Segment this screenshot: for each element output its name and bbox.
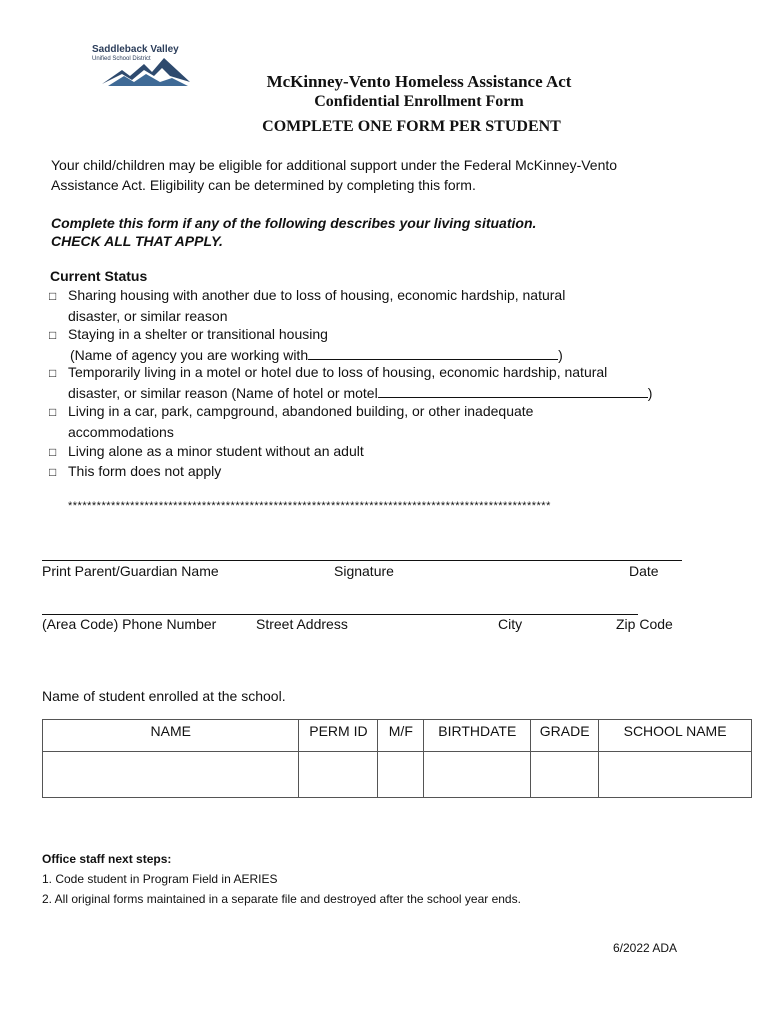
option-text-cont: disaster, or similar reason (68, 307, 228, 324)
status-option-alone[interactable] (49, 442, 689, 463)
status-option-shelter[interactable] (49, 325, 689, 365)
col-gender-header: M/F (378, 720, 424, 752)
table-header-row (43, 720, 752, 752)
checkbox-icon[interactable]: □ (49, 465, 57, 479)
logo-district-name: Saddleback Valley (92, 44, 179, 55)
col-birthdate-header: BIRTHDATE (424, 720, 531, 752)
status-option-not-apply[interactable] (49, 462, 689, 483)
form-instruction-heading: COMPLETE ONE FORM PER STUDENT (262, 118, 561, 135)
col-school-header: SCHOOL NAME (599, 720, 752, 752)
col-perm-id-header: PERM ID (299, 720, 378, 752)
option-text-cont: accommodations (68, 423, 174, 440)
checkbox-icon[interactable]: □ (49, 445, 57, 459)
table-row (43, 752, 752, 798)
date-label: Date (629, 563, 659, 579)
intro-paragraph: Your child/children may be eligible for additional support under the Federal McKinney-Vento Assistance Act. Eligibility can be determined by completing this form. (51, 157, 618, 193)
option-text: Living alone as a minor student without an adult (68, 443, 364, 459)
student-section-label: Name of student enrolled at the school. (42, 688, 286, 704)
motel-name-field[interactable] (378, 385, 648, 398)
option-text-cont (49, 384, 689, 404)
close-paren: ) (647, 384, 653, 401)
agency-name-field[interactable] (308, 347, 558, 360)
col-name-header: NAME (43, 720, 299, 752)
signature-label: Signature (334, 563, 394, 579)
option-text: This form does not apply (68, 463, 222, 479)
city-label: City (498, 616, 523, 632)
street-label: Street Address (256, 616, 348, 632)
student-name-cell[interactable] (43, 752, 299, 798)
revision-date: 6/2022 ADA (613, 941, 678, 955)
office-steps-heading: Office staff next steps: (42, 852, 172, 866)
instructions-line-1: Complete this form if any of the following describes your living situation. (51, 215, 537, 231)
agency-prompt: (Name of agency you are working with (70, 346, 309, 363)
birthdate-cell[interactable] (424, 752, 531, 798)
checkbox-icon[interactable]: □ (49, 366, 57, 380)
perm-id-cell[interactable] (299, 752, 378, 798)
option-text: Sharing housing with another due to loss of housing, economic hardship, natural (68, 287, 566, 303)
col-grade-header: GRADE (531, 720, 599, 752)
option-text: Staying in a shelter or transitional housing (68, 326, 328, 342)
student-table (42, 719, 752, 798)
current-status-heading: Current Status (50, 268, 148, 284)
instructions-line-2: CHECK ALL THAT APPLY. (51, 233, 223, 249)
checkbox-icon[interactable]: □ (49, 328, 57, 342)
address-line[interactable] (42, 614, 638, 615)
zip-label: Zip Code (616, 616, 673, 632)
close-paren: ) (558, 346, 563, 363)
checkbox-icon[interactable]: □ (49, 405, 57, 419)
signature-line[interactable] (42, 560, 682, 561)
motel-prompt: disaster, or similar reason (Name of hotel or motel (68, 384, 378, 401)
phone-label: (Area Code) Phone Number (42, 616, 217, 632)
status-option-motel[interactable] (49, 363, 689, 403)
status-option-car-park[interactable] (49, 402, 689, 442)
form-title: McKinney-Vento Homeless Assistance Act (266, 72, 572, 91)
grade-cell[interactable] (531, 752, 599, 798)
office-step-1: 1. Code student in Program Field in AERIES (42, 872, 278, 886)
asterisk-separator: ***************************************************************************************************** (68, 500, 551, 512)
school-name-cell[interactable] (599, 752, 752, 798)
option-text: Living in a car, park, campground, abandoned building, or other inadequate (68, 403, 534, 419)
office-step-2: 2. All original forms maintained in a separate file and destroyed after the school year ends. (42, 892, 521, 906)
instructions (51, 214, 691, 250)
checkbox-icon[interactable]: □ (49, 289, 57, 303)
logo-district-subtitle: Unified School District (92, 56, 151, 62)
status-option-sharing[interactable] (49, 286, 689, 326)
option-text: Temporarily living in a motel or hotel due to loss of housing, economic hardship, natural (68, 364, 608, 380)
parent-name-label: Print Parent/Guardian Name (42, 563, 219, 579)
form-subtitle: Confidential Enrollment Form (314, 93, 524, 110)
gender-cell[interactable] (378, 752, 424, 798)
